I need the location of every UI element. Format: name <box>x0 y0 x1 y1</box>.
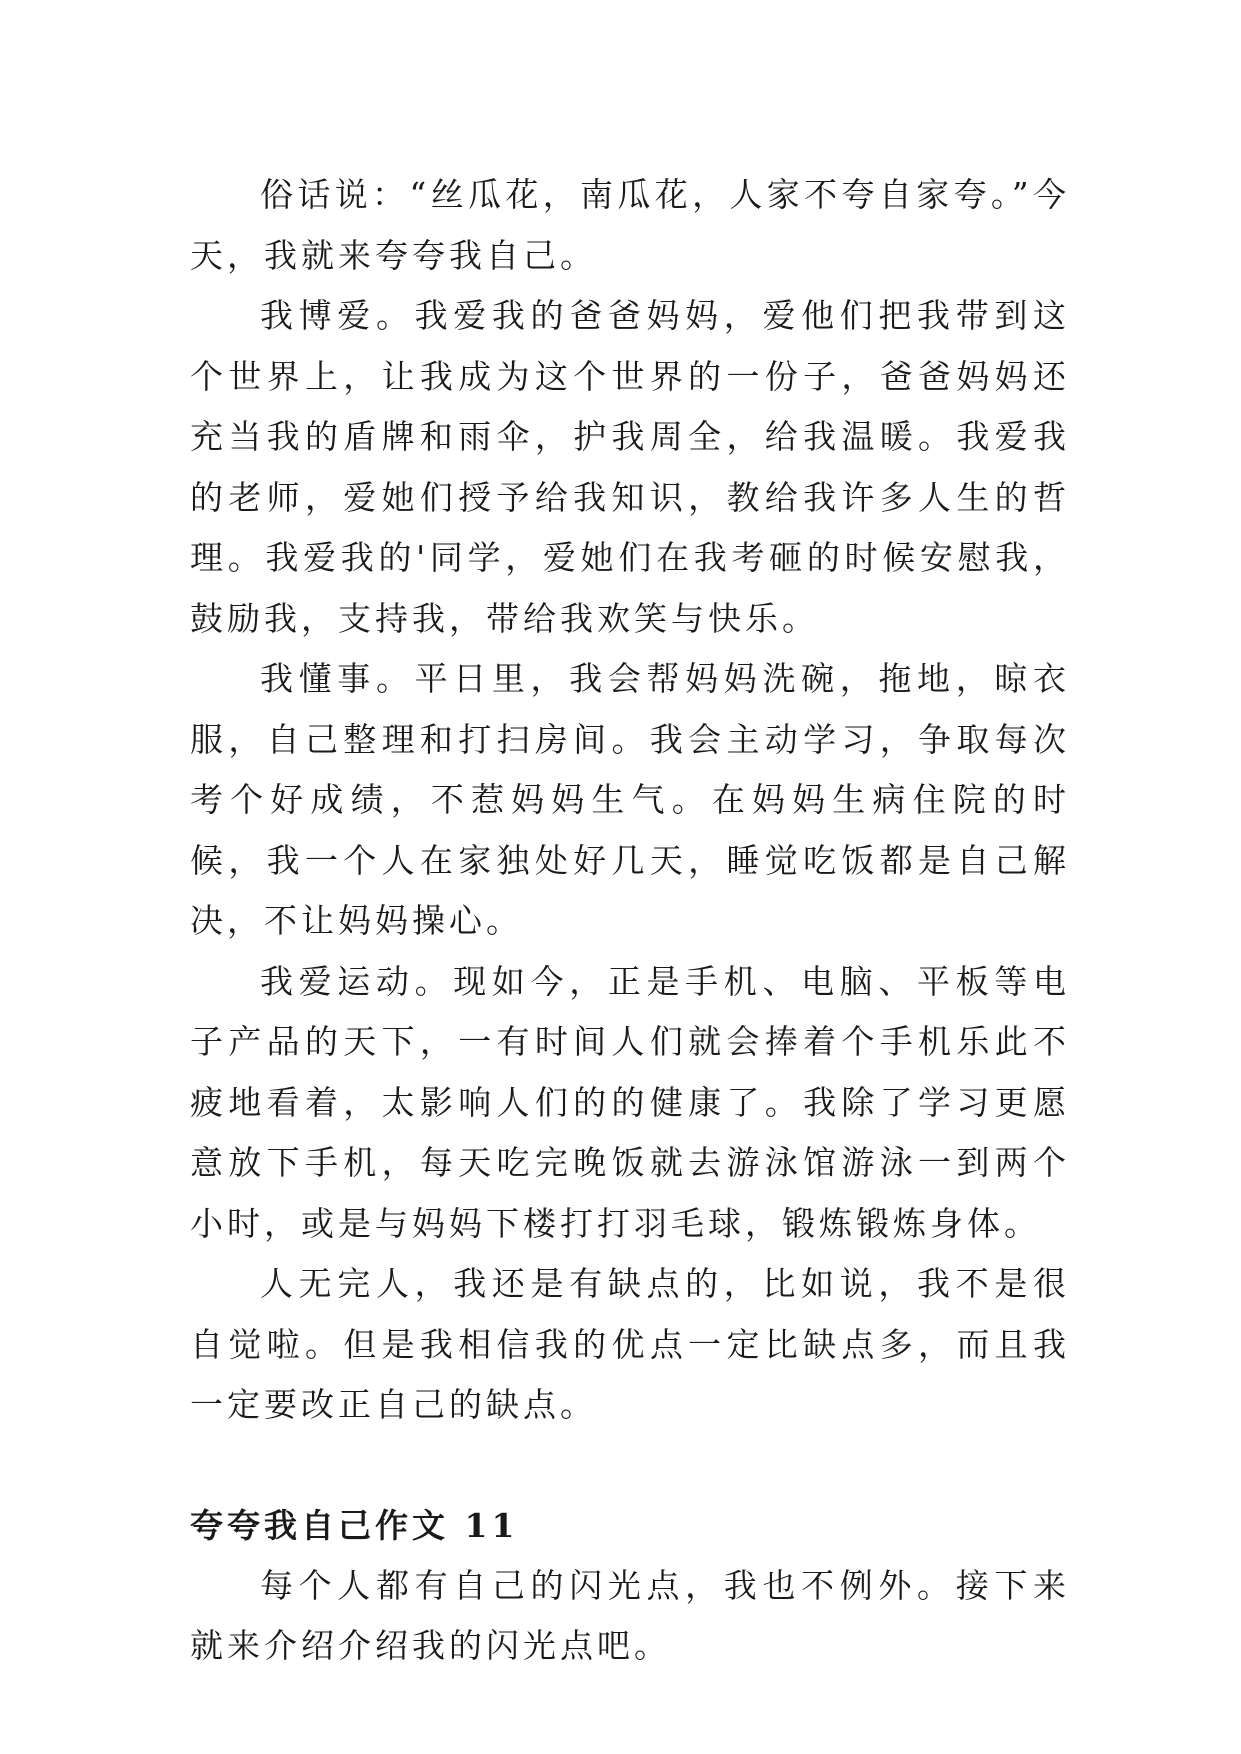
document-body <box>190 165 1070 1677</box>
section-heading: 夸夸我自己作文 11 <box>190 1505 519 1545</box>
paragraph-intro: 俗话说：“丝瓜花，南瓜花，人家不夸自家夸。”今天，我就来夸夸我自己。 <box>190 175 1070 275</box>
paragraph-highlight: 每个人都有自己的闪光点，我也不例外。接下来就来介绍介绍我的闪光点吧。 <box>190 1565 1070 1665</box>
paragraph-caring: 我博爱。我爱我的爸爸妈妈，爱他们把我带到这个世界上，让我成为这个世界的一份子，爸爸妈妈还充当我的盾牌和雨伞，护我周全，给我温暖。我爱我的老师，爱她们授予给我知识，教给我许多人生的哲理。我爱我的'同学，爱她们在我考砸的时候安慰我，鼓励我，支持我，带给我欢笑与快乐。 <box>190 296 1070 638</box>
paragraph-sports: 我爱运动。现如今，正是手机、电脑、平板等电子产品的天下，一有时间人们就会捧着个手机乐此不疲地看着，太影响人们的的健康了。我除了学习更愿意放下手机，每天吃完晚饭就去游泳馆游泳一到两个小时，或是与妈妈下楼打打羽毛球，锻炼锻炼身体。 <box>190 961 1070 1243</box>
paragraph-shortcoming: 人无完人，我还是有缺点的，比如说，我不是很自觉啦。但是我相信我的优点一定比缺点多，而且我一定要改正自己的缺点。 <box>190 1264 1070 1424</box>
paragraph-sensible: 我懂事。平日里，我会帮妈妈洗碗，拖地，晾衣服，自己整理和打扫房间。我会主动学习，争取每次考个好成绩，不惹妈妈生气。在妈妈生病住院的时候，我一个人在家独处好几天，睡觉吃饭都是自己解决，不让妈妈操心。 <box>190 659 1070 940</box>
